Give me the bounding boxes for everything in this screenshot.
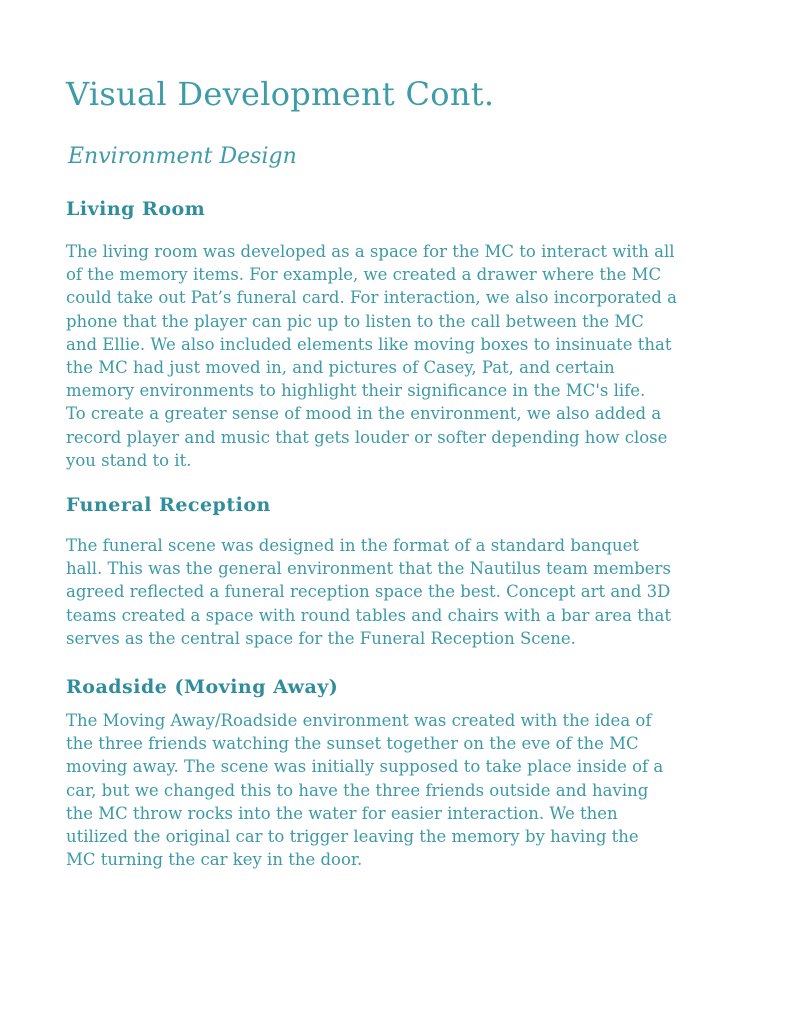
paragraph-line: phone that the player can pic up to listen to the call between the MC	[66, 311, 644, 331]
paragraph-line: serves as the central space for the Funeral Reception Scene.	[66, 628, 576, 648]
section-heading-living-room: Living Room	[66, 198, 206, 220]
paragraph-line: the MC had just moved in, and pictures of Casey, Pat, and certain	[66, 358, 615, 378]
page-subtitle: Environment Design	[68, 144, 297, 169]
paragraph-line: teams created a space with round tables and chairs with a bar area that	[66, 605, 671, 625]
paragraph-line: could take out Pat’s funeral card. For interaction, we also incorporated a	[66, 288, 677, 308]
paragraph-line: memory environments to highlight their significance in the MC's life.	[66, 381, 646, 401]
page-title: Visual Development Cont.	[66, 75, 495, 113]
paragraph-line: and Ellie. We also included elements like moving boxes to insinuate that	[66, 334, 672, 354]
paragraph-line: The funeral scene was designed in the format of a standard banquet	[66, 536, 639, 555]
section-heading-roadside: Roadside (Moving Away)	[66, 676, 339, 698]
paragraph-line: car, but we changed this to have the three friends outside and having	[66, 780, 649, 800]
paragraph-line: MC turning the car key in the door.	[66, 850, 363, 870]
paragraph-line: agreed reflected a funeral reception space the best. Concept art and 3D	[66, 582, 671, 602]
section-body-living-room	[66, 240, 756, 472]
paragraph-line: hall. This was the general environment that the Nautilus team members	[66, 559, 671, 579]
section-heading-funeral-reception: Funeral Reception	[66, 494, 271, 516]
paragraph-line: The living room was developed as a space for the MC to interact with all	[66, 242, 675, 261]
paragraph-line: moving away. The scene was initially supposed to take place inside of a	[66, 757, 664, 777]
section-body-funeral-reception	[66, 534, 756, 650]
paragraph-line: the three friends watching the sunset together on the eve of the MC	[66, 734, 639, 754]
paragraph-line: record player and music that gets louder or softer depending how close	[66, 427, 668, 447]
section-body-roadside	[66, 709, 756, 871]
paragraph-line: you stand to it.	[66, 450, 192, 470]
paragraph-line: To create a greater sense of mood in the environment, we also added a	[66, 404, 662, 424]
paragraph-line: utilized the original car to trigger leaving the memory by having the	[66, 827, 639, 847]
paragraph-line: of the memory items. For example, we created a drawer where the MC	[66, 265, 662, 285]
paragraph-line: The Moving Away/Roadside environment was created with the idea of	[66, 711, 652, 730]
paragraph-line: the MC throw rocks into the water for easier interaction. We then	[66, 803, 618, 823]
